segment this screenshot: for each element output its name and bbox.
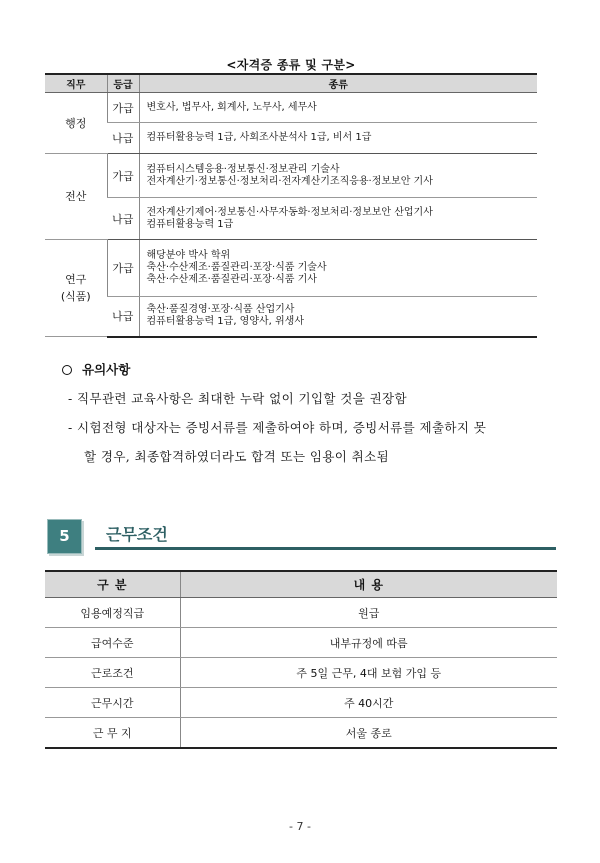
table-row [45,154,537,198]
table-row: 근무시간 주 40시간 [45,688,557,718]
table-row [45,123,537,154]
header-type: 종류 [139,74,537,93]
work-conditions-table [45,570,557,749]
section-underline [95,547,556,550]
grade-cell: 가급 [107,154,139,198]
cert-table-header [45,74,537,93]
type-cell: 해당분야 박사 학위 축산·수산제조·품질관리·포장·식품 기술사 축산·수산제조·품질관리·포장·식품 기사 [139,240,537,297]
grade-cell: 가급 [107,240,139,297]
header-category: 구 분 [45,571,180,598]
table-row [45,297,537,337]
job-cell: 행정 [45,93,107,154]
cert-table [45,73,537,338]
circle-bullet-icon [62,365,72,375]
notes-heading: 유의사항 [62,360,130,378]
cert-table-caption: <자격증 종류 및 구분> [226,58,356,72]
type-cell: 축산·품질경영·포장·식품 산업기사 컴퓨터활용능력 1급, 영양사, 위생사 [139,297,537,337]
grade-cell: 나급 [107,123,139,154]
work-table-header [45,571,557,598]
note-item: - 시험전형 대상자는 증빙서류를 제출하여야 하며, 증빙서류를 제출하지 못 [68,420,487,435]
job-cell: 전산 [45,154,107,240]
note-item-continuation: 할 경우, 최종합격하였더라도 합격 또는 임용이 취소됨 [84,449,390,464]
section-number-badge: 5 [47,519,82,554]
table-row: 임용예정직급 원급 [45,598,557,628]
table-row: 급여수준 내부규정에 따름 [45,628,557,658]
type-cell: 컴퓨터시스템응용·정보통신·정보관리 기술사 전자계산기·정보통신·정보처리·전자계산기조직응용·정보보안 기사 [139,154,537,198]
header-content: 내 용 [180,571,557,598]
grade-cell: 나급 [107,297,139,337]
table-row [45,198,537,240]
job-cell: 연구 (식품) [45,240,107,337]
grade-cell: 가급 [107,93,139,123]
type-cell: 변호사, 법무사, 회계사, 노무사, 세무사 [139,93,537,123]
header-job: 직무 [45,74,107,93]
grade-cell: 나급 [107,198,139,240]
table-row [45,240,537,297]
type-cell: 전자계산기제어·정보통신·사무자동화·정보처리·정보보안 산업기사 컴퓨터활용능력 1급 [139,198,537,240]
header-grade: 등급 [107,74,139,93]
table-row: 근로조건 주 5일 근무, 4대 보험 가입 등 [45,658,557,688]
note-item: - 직무관련 교육사항은 최대한 누락 없이 기입할 것을 권장함 [68,391,408,406]
type-cell: 컴퓨터활용능력 1급, 사회조사분석사 1급, 비서 1급 [139,123,537,154]
section-title: 근무조건 [106,525,168,544]
table-row: 근 무 지 서울 종로 [45,718,557,749]
page-number: - 7 - [289,820,311,833]
table-row [45,93,537,123]
